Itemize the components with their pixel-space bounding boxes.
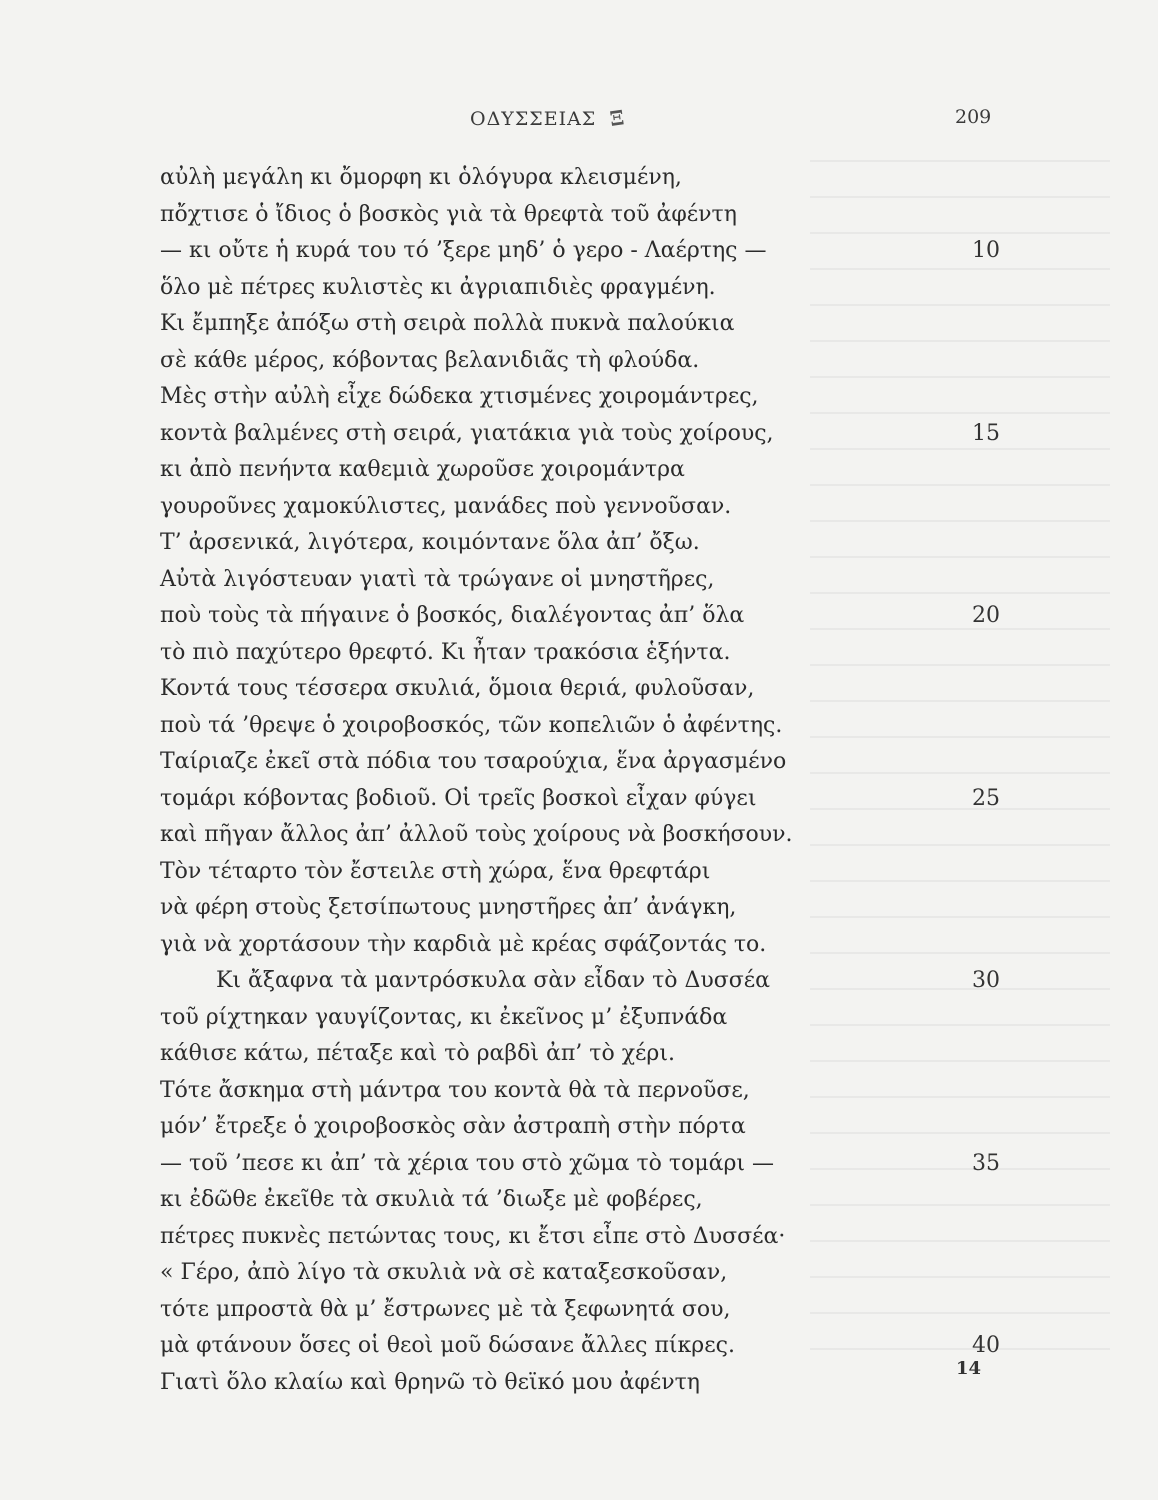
poem-line xyxy=(160,1328,1000,1365)
poem-line-text: Κι ἄξαφνα τὰ μαντρόσκυλα σὰν εἶδαν τὸ Δυσσέα xyxy=(216,968,771,993)
poem-line-text: Γιατὶ ὅλο κλαίω καὶ θρηνῶ τὸ θεϊκό μου ἀφέντη xyxy=(160,1369,700,1395)
poem-line xyxy=(160,817,940,854)
running-header xyxy=(470,106,625,130)
poem-line-text: — κι οὔτε ἡ κυρά του τό ’ξερε μηδ’ ὁ γερο - Λαέρτης — xyxy=(160,238,767,263)
page-number: 209 xyxy=(955,106,992,128)
line-number: 10 xyxy=(972,238,1000,263)
poem-line-text: πέτρες πυκνὲς πετώντας τους, κι ἔτσι εἶπε στὸ Δυσσέα· xyxy=(160,1223,786,1249)
poem-line-text: μόν’ ἔτρεξε ὁ χοιροβοσκὸς σὰν ἀστραπὴ στὴν πόρτα xyxy=(160,1114,746,1139)
poem-line xyxy=(160,1365,940,1402)
line-number: 20 xyxy=(972,603,1000,628)
poem-line-text: Κι ἔμπηξε ἀπόξω στὴ σειρὰ πολλὰ πυκνὰ παλούκια xyxy=(160,311,735,336)
poem-line xyxy=(160,890,940,927)
poem-line-text: ποὺ τά ’θρεψε ὁ χοιροβοσκός, τῶν κοπελιῶν ὁ ἀφέντης. xyxy=(160,712,783,738)
poem-line-text: καὶ πῆγαν ἄλλος ἀπ’ ἀλλοῦ τοὺς χοίρους νὰ βοσκήσουν. xyxy=(160,822,793,847)
poem-line-text: Τότε ἄσκημα στὴ μάντρα του κοντὰ θὰ τὰ περνοῦσε, xyxy=(160,1077,750,1103)
poem-line-text: « Γέρο, ἀπὸ λίγο τὰ σκυλιὰ νὰ σὲ καταξεσκοῦσαν, xyxy=(160,1260,728,1285)
poem-line-text: κοντὰ βαλμένες στὴ σειρά, γιατάκια γιὰ τοὺς χοίρους, xyxy=(160,420,774,446)
poem-line-text: Ταίριαζε ἐκεῖ στὰ πόδια του τσαρούχια, ἕνα ἀργασμένο xyxy=(160,749,787,774)
poem-line xyxy=(160,452,940,489)
poem-line xyxy=(160,416,1000,453)
poem-line xyxy=(160,1073,940,1110)
poem-line xyxy=(160,854,940,891)
poem-line-text: κι ἀπὸ πενήντα καθεμιὰ χωροῦσε χοιρομάντρα xyxy=(160,457,685,482)
poem-line-text: Τὸν τέταρτο τὸν ἔστειλε στὴ χώρα, ἕνα θρεφτάρι xyxy=(160,858,711,884)
poem-line-text: κι ἐδῶθε ἐκεῖθε τὰ σκυλιὰ τά ’διωξε μὲ φοβέρες, xyxy=(160,1187,703,1212)
poem-line-text: — τοῦ ’πεσε κι ἀπ’ τὰ χέρια του στὸ χῶμα τὸ τομάρι — xyxy=(160,1150,775,1176)
poem-line-text: τομάρι κόβοντας βοδιοῦ. Οἱ τρεῖς βοσκοὶ εἶχαν φύγει xyxy=(160,785,757,811)
poem-line xyxy=(160,927,940,964)
poem-line-text: κάθισε κάτω, πέταξε καὶ τὸ ραβδὶ ἀπ’ τὸ χέρι. xyxy=(160,1041,675,1066)
poem-line-text: ὅλο μὲ πέτρες κυλιστὲς κι ἀγριαπιδιὲς φραγμένη. xyxy=(160,274,716,300)
poem-line-text: μὰ φτάνουν ὅσες οἱ θεοὶ μοῦ δώσανε ἄλλες πίκρες. xyxy=(160,1333,735,1358)
poem-line xyxy=(160,708,940,745)
signature-number: 14 xyxy=(956,1358,982,1379)
poem-line-text: νὰ φέρη στοὺς ξετσίπωτους μνηστῆρες ἀπ’ ἀνάγκη, xyxy=(160,895,737,920)
poem-line xyxy=(160,1036,940,1073)
poem-line xyxy=(160,379,940,416)
poem-line xyxy=(160,160,940,197)
poem-line xyxy=(160,233,1000,270)
poem-line-text: Αὐτὰ λιγόστευαν γιατὶ τὰ τρώγανε οἱ μνηστῆρες, xyxy=(160,566,715,592)
poem-line-text: ποὺ τοὺς τὰ πήγαινε ὁ βοσκός, διαλέγοντας ἀπ’ ὅλα xyxy=(160,603,745,628)
poem-line xyxy=(160,744,940,781)
poem-line-text: σὲ κάθε μέρος, κόβοντας βελανιδιᾶς τὴ φλούδα. xyxy=(160,347,700,373)
line-number: 30 xyxy=(972,968,1000,993)
poem-line-text: γιὰ νὰ χορτάσουν τὴν καρδιὰ μὲ κρέας σφάζοντάς το. xyxy=(160,931,767,957)
poem-line-text: τοῦ ρίχτηκαν γαυγίζοντας, κι ἐκεῖνος μ’ ἐξυπνάδα xyxy=(160,1004,728,1030)
poem-line xyxy=(160,1292,940,1329)
poem-line xyxy=(160,1219,940,1256)
poem-line-text: τότε μπροστὰ θὰ μ’ ἔστρωνες μὲ τὰ ξεφωνητά σου, xyxy=(160,1296,731,1322)
poem-line xyxy=(160,1182,940,1219)
poem-line xyxy=(160,598,1000,635)
poem-line xyxy=(160,671,940,708)
poem-line-text: Τ’ ἀρσενικά, λιγότερα, κοιμόντανε ὅλα ἀπ’ ὄξω. xyxy=(160,530,700,555)
header-title: ΟΔΥΣΣΕΙΑΣ xyxy=(470,108,597,130)
poem-line xyxy=(160,562,940,599)
poem-line xyxy=(160,1109,940,1146)
poem-line xyxy=(160,1255,940,1292)
poem-line xyxy=(160,1146,1000,1183)
line-number: 25 xyxy=(972,785,1000,811)
poem-line-text: τὸ πιὸ παχύτερο θρεφτό. Κι ἦταν τρακόσια ἑξήντα. xyxy=(160,639,731,665)
poem-line-text: Μὲς στὴν αὐλὴ εἶχε δώδεκα χτισμένες χοιρομάντρες, xyxy=(160,384,759,409)
poem-line xyxy=(160,781,1000,818)
poem-line-text: αὐλὴ μεγάλη κι ὄμορφη κι ὁλόγυρα κλεισμένη, xyxy=(160,165,682,190)
poem-line xyxy=(160,635,940,672)
poem-line xyxy=(160,963,1000,1000)
poem-line xyxy=(160,270,940,307)
poem-line xyxy=(160,525,940,562)
poem-line xyxy=(160,343,940,380)
poem-line xyxy=(160,1000,940,1037)
line-number: 35 xyxy=(972,1150,1000,1176)
poem-line-text: γουροῦνες χαμοκύλιστες, μανάδες ποὺ γεννοῦσαν. xyxy=(160,493,732,519)
poem-line xyxy=(160,489,940,526)
line-number: 15 xyxy=(972,420,1000,446)
poem-line-text: Κοντά τους τέσσερα σκυλιά, ὅμοια θεριά, φυλοῦσαν, xyxy=(160,676,755,701)
book-mark: Ξ xyxy=(608,105,627,131)
poem-line-text: πὄχτισε ὁ ἴδιος ὁ βοσκὸς γιὰ τὰ θρεφτὰ τοῦ ἀφέντη xyxy=(160,201,737,227)
poem-line xyxy=(160,197,940,234)
poem-line xyxy=(160,306,940,343)
line-number: 40 xyxy=(972,1333,1000,1358)
